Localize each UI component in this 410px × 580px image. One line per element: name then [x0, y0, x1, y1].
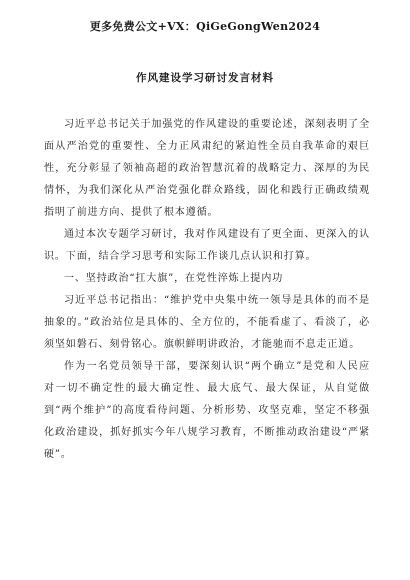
document-title: 作风建设学习研讨发言材料 [136, 72, 274, 84]
promo-header: 更多免费公文+VX：QiGeGongWen2024 [89, 20, 321, 33]
paragraph-intro: 习近平总书记关于加强党的作风建设的重要论述，深刻表明了全面从严治党的重要性、全力正风肃纪的紧迫性全员自我革命的艰巨性，充分彰显了领袖高超的政治智慧沉着的战略定力、深厚的为民情怀，为我们深化从严治党强化群众路线，固化和践行正确政绩观指明了前进方向、提供了根本遵循。 [44, 119, 370, 218]
paragraph-overview: 通过本次专题学习研讨，我对作风建设有了更全面、更深入的认识。下面，结合学习思考和实际工作谈几点认识和打算。 [44, 229, 370, 262]
paragraph-commitment: 作为一名党员领导干部，要深刻认识“两个确立”是党和人民应对一切不确定性的最大确定性、最大底气、最大保证，从自觉做到“两个维护”的高度看待问题、分析形势、攻坚克难，坚定不移强化政治建设，抓好抓实今年八规学习教育，不断推动政治建设“严紧硬”。 [44, 361, 370, 460]
document-body [44, 114, 370, 466]
paragraph-quote: 习近平总书记指出：“维护党中央集中统一领导是具体的而不是抽象的。”政治站位是具体的、全方位的，不能看虚了、看淡了，必须坚如磐石、刻骨铭心。旗帜鲜明讲政治，才能驰而不息走正道。 [44, 295, 370, 350]
section-heading-1: 一、坚持政治“扛大旗”，在党性淬炼上提内功 [64, 273, 284, 284]
